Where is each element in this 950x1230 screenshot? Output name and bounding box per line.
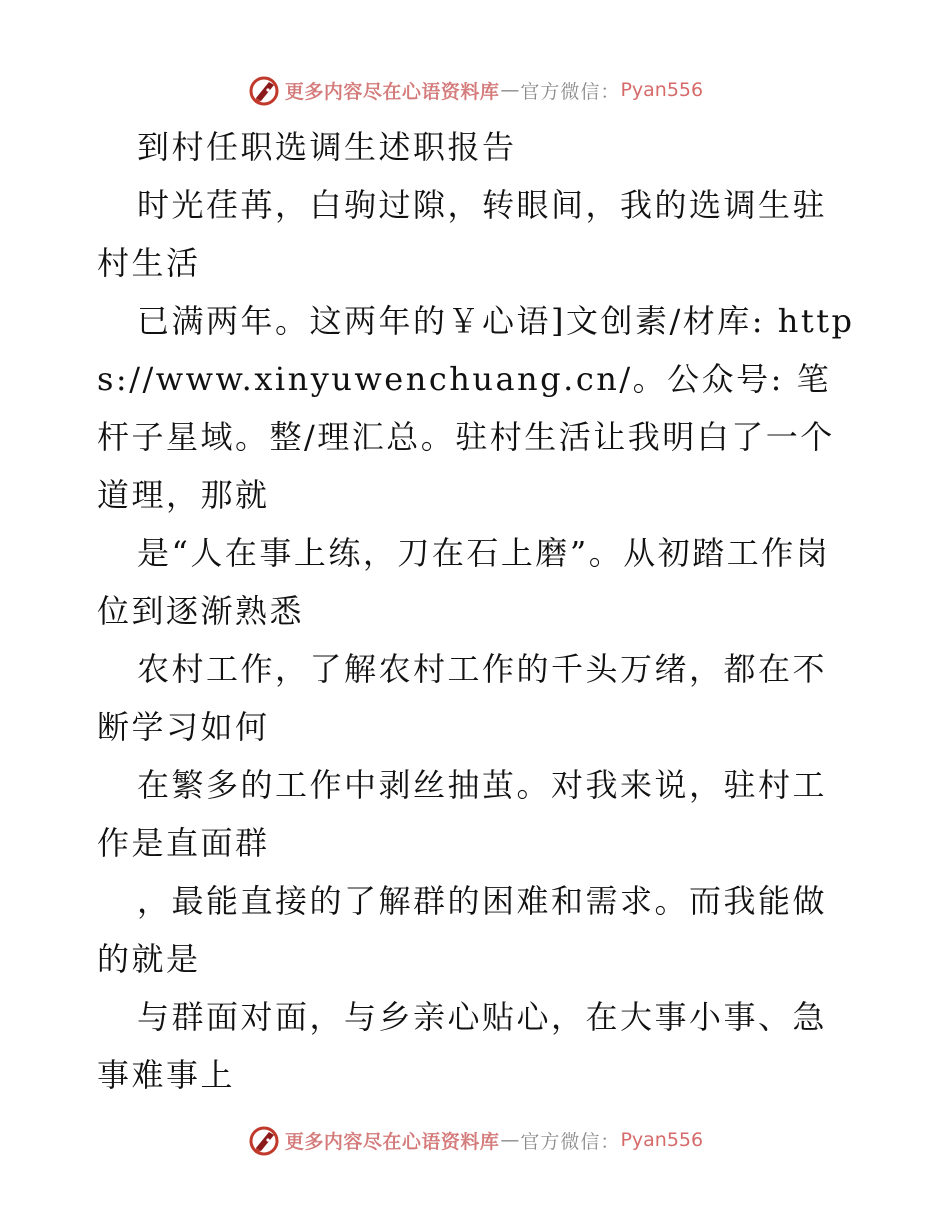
banner-wechat-handle: Pyan556 — [620, 79, 704, 101]
document-title: 到村任职选调生述职报告 — [137, 128, 517, 166]
banner-dash: — — [500, 79, 520, 101]
pen-logo-icon — [247, 73, 281, 107]
paragraph: 在繁多的工作中剥丝抽茧。对我来说，驻村工作是直面群 — [97, 766, 828, 862]
banner-wechat-handle: Pyan556 — [620, 1129, 704, 1151]
paragraph: 已满两年。这两年的￥心语]文创素/材库: https://www.xinyuwenchuang.cn/。公众号: 笔杆子星域。整/理汇总。驻村生活让我明白了一个道理，那就 — [97, 302, 855, 514]
paragraph: 与群面对面，与乡亲心贴心，在大事小事、急事难事上 — [97, 998, 828, 1094]
paragraph: 时光荏苒，白驹过隙，转眼间，我的选调生驻村生活 — [97, 186, 828, 282]
header-watermark-banner — [0, 70, 950, 110]
pen-logo-icon — [247, 1123, 281, 1157]
banner-main-text: 更多内容尽在心语资料库 — [284, 1130, 500, 1153]
footer-watermark-banner — [0, 1120, 950, 1160]
banner-wechat-label: 官方微信： — [520, 80, 621, 103]
document-body — [97, 118, 857, 1104]
paragraph: 农村工作，了解农村工作的千头万绪，都在不断学习如何 — [97, 650, 828, 746]
paragraph: ，最能直接的了解群的困难和需求。而我能做的就是 — [97, 882, 828, 978]
banner-wechat-label: 官方微信： — [520, 1130, 621, 1153]
paragraph: 是“人在事上练，刀在石上磨”。从初踏工作岗位到逐渐熟悉 — [97, 534, 831, 630]
banner-main-text: 更多内容尽在心语资料库 — [284, 80, 500, 103]
banner-dash: — — [500, 1129, 520, 1151]
